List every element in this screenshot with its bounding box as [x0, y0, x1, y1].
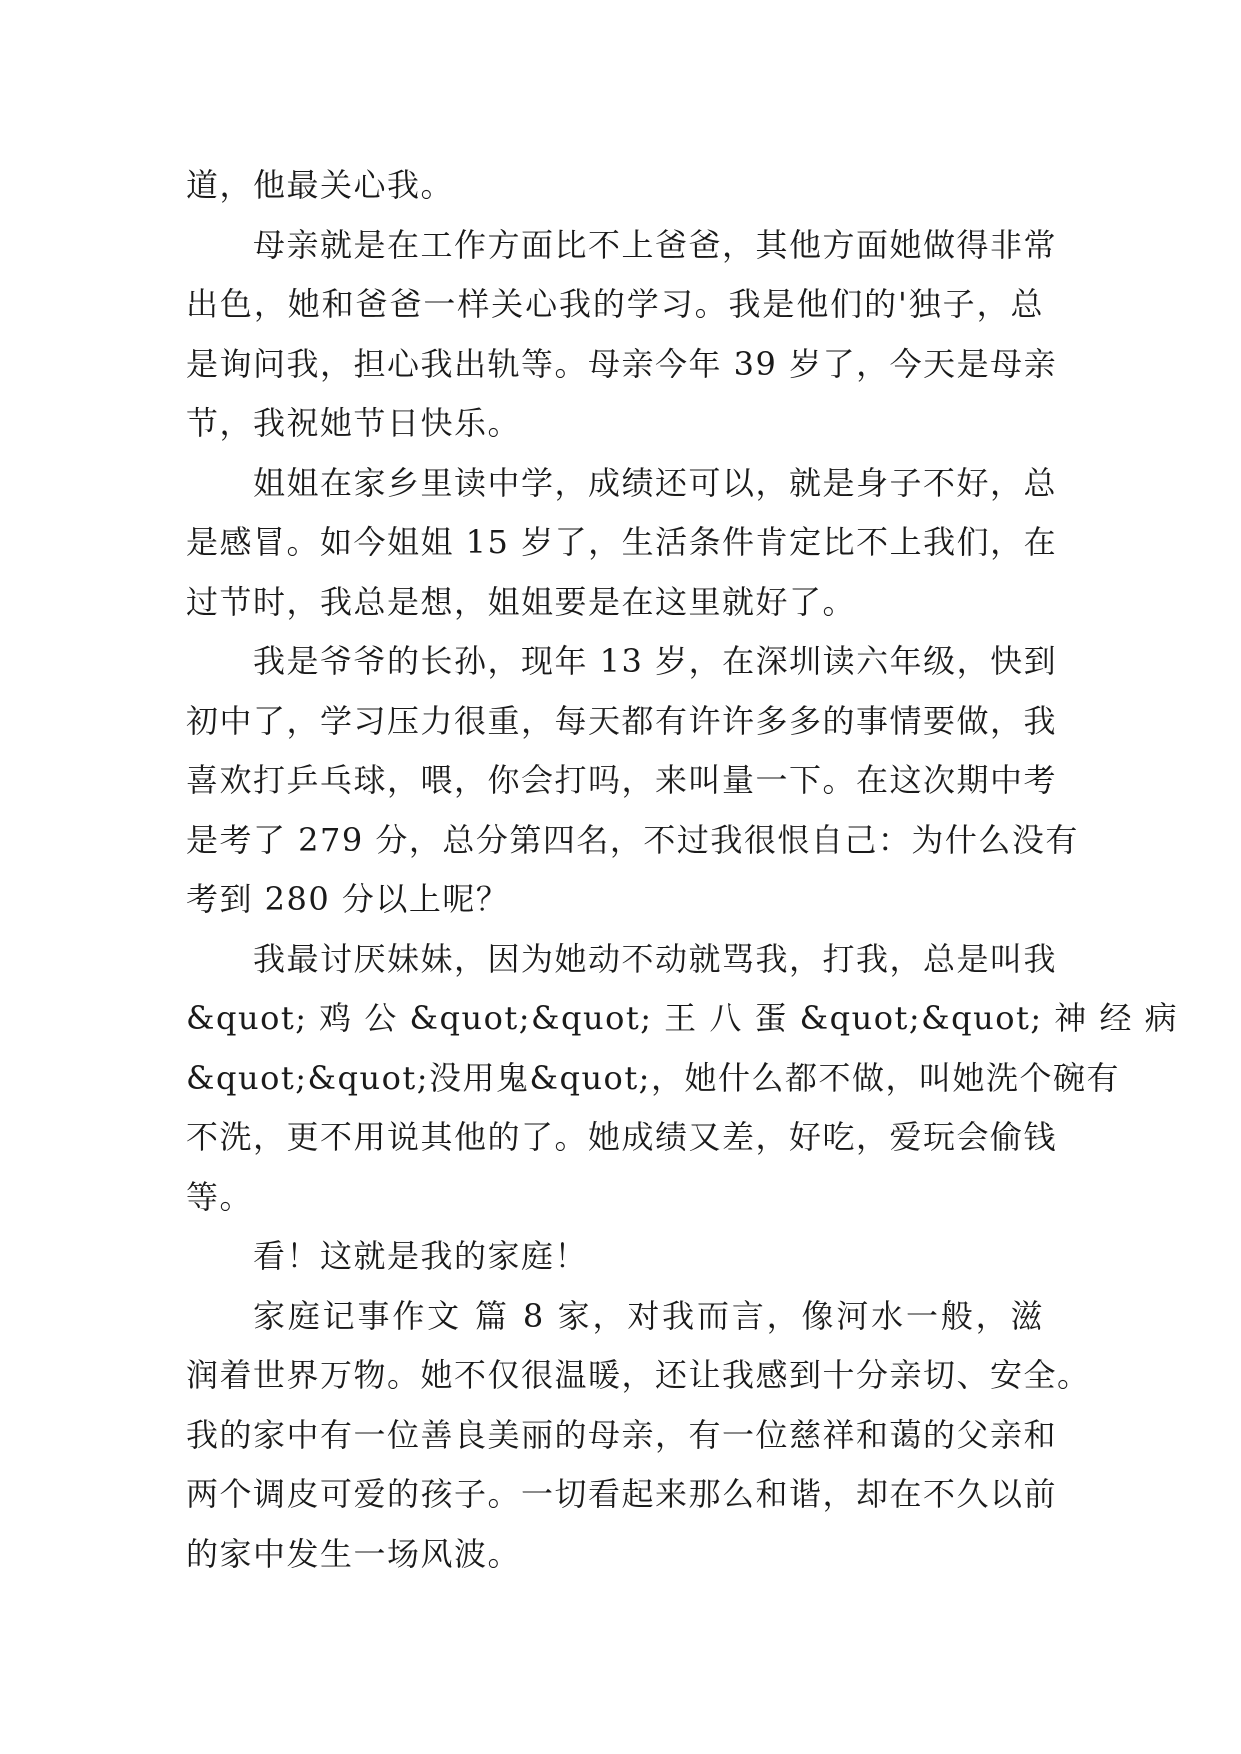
- text-line: 道，他最关心我。: [186, 166, 455, 204]
- text-line: 的家中发生一场风波。: [186, 1534, 522, 1573]
- text-line: 初中了，学习压力很重，每天都有许许多多的事情要做，我: [186, 701, 1058, 740]
- text-line: 我的家中有一位善良美丽的母亲，有一位慈祥和蔼的父亲和: [186, 1415, 1058, 1454]
- text-line: 母亲就是在工作方面比不上爸爸，其他方面她做得非常: [253, 225, 1058, 264]
- text-line: 节，我祝她节日快乐。: [186, 404, 522, 442]
- text-line: 等。: [186, 1177, 254, 1216]
- text-line: 姐姐在家乡里读中学，成绩还可以，就是身子不好，总: [253, 463, 1058, 502]
- text-line: 不洗，更不用说其他的了。她成绩又差，好吃，爱玩会偷钱: [186, 1118, 1058, 1156]
- text-line: 喜欢打乒乓球，喂，你会打吗，来叫量一下。在这次期中考: [186, 761, 1058, 799]
- text-line: 出色，她和爸爸一样关心我的学习。我是他们的'独子，总: [186, 285, 1044, 323]
- text-line: 是感冒。如今姐姐 15 岁了，生活条件肯定比不上我们，在: [186, 523, 1058, 561]
- text-line: 是询问我，担心我出轨等。母亲今年 39 岁了，今天是母亲: [186, 344, 1058, 383]
- text-line: 两个调皮可爱的孩子。一切看起来那么和谐，却在不久以前: [186, 1475, 1058, 1513]
- text-line: 考到 280 分以上呢？: [186, 880, 510, 918]
- text-line: 过节时，我总是想，姐姐要是在这里就好了。: [186, 582, 857, 621]
- text-line: 润着世界万物。她不仅很温暖，还让我感到十分亲切、安全。: [186, 1356, 1091, 1394]
- document-body: [186, 156, 1179, 1584]
- text-line: &quot; 鸡 公 &quot;&quot; 王 八 蛋 &quot;&quot; 神 经 病: [186, 999, 1179, 1037]
- text-line: 我最讨厌妹妹，因为她动不动就骂我，打我，总是叫我: [253, 939, 1058, 978]
- text-line: 家庭记事作文 篇 8 家，对我而言，像河水一般，滋: [253, 1296, 1044, 1335]
- text-line: 我是爷爷的长孙，现年 13 岁，在深圳读六年级，快到: [253, 642, 1058, 680]
- text-line: 看！这就是我的家庭！: [253, 1237, 589, 1275]
- text-line: 是考了 279 分，总分第四名，不过我很恨自己：为什么没有: [186, 820, 1079, 859]
- text-line: &quot;&quot;没用鬼&quot;，她什么都不做，叫她洗个碗有: [186, 1058, 1120, 1097]
